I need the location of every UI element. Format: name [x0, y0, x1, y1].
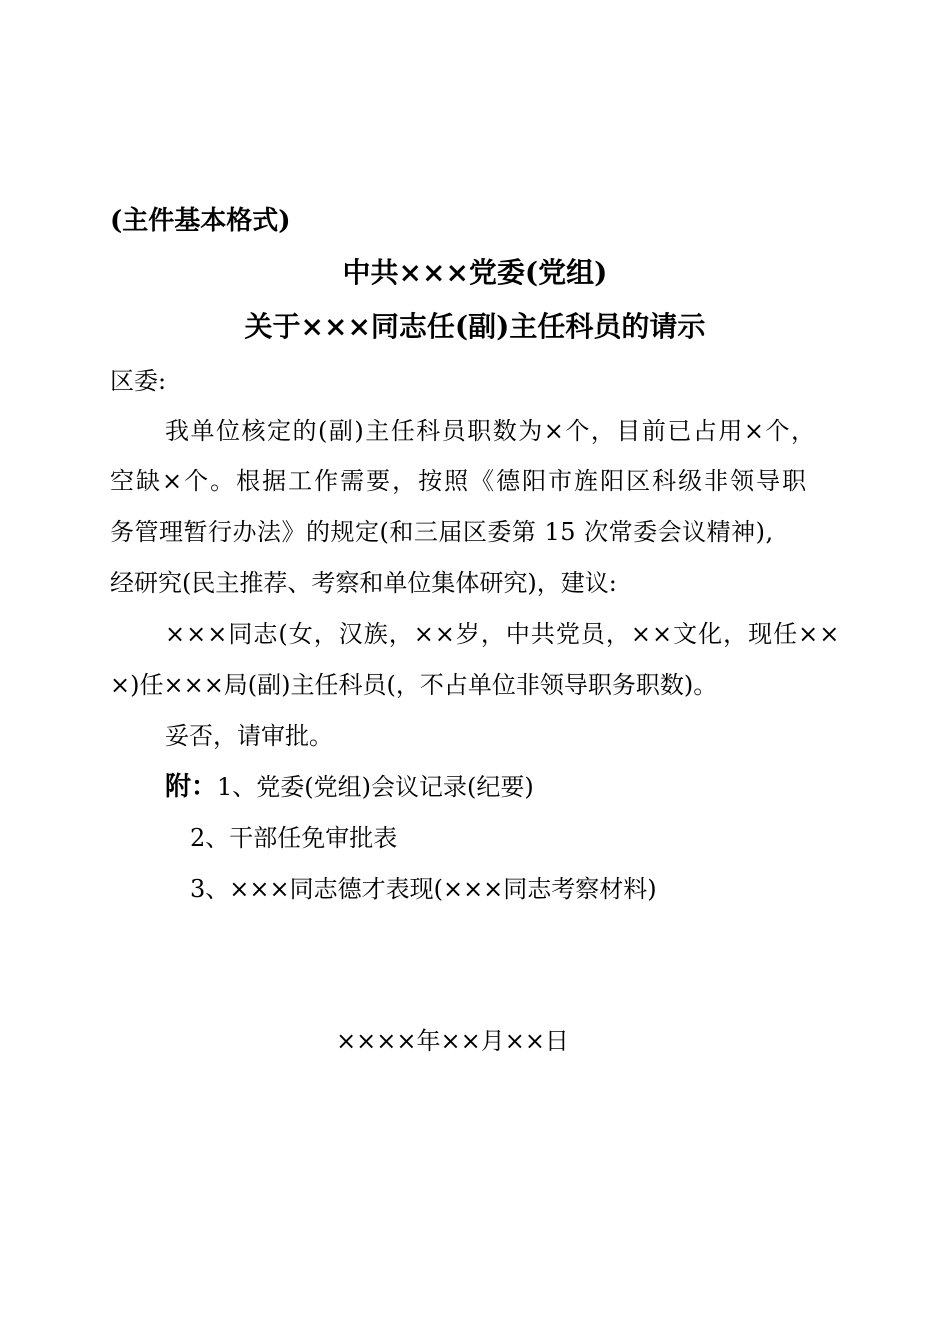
body-line-5: ×××同志(女，汉族，××岁，中共党员，××文化，现任××: [165, 620, 841, 648]
document-title-line-2: 关于×××同志任(副)主任科员的请示: [244, 310, 706, 343]
body-line-6: ×)任×××局(副)主任科员(，不占单位非领导职务职数)。: [110, 671, 718, 699]
attachment-item-3: 3、×××同志德才表现(×××同志考察材料): [190, 875, 657, 903]
attachment-item-1: [165, 772, 534, 802]
closing-request: 妥否，请审批。: [165, 722, 333, 750]
header-note: (主件基本格式): [110, 206, 291, 236]
body-line-3: 务管理暂行办法》的规定(和三届区委第 15 次常委会议精神),: [110, 518, 774, 546]
addressee: 区委:: [110, 367, 167, 395]
attachment-text-1: 1、党委(党组)会议记录(纪要): [217, 773, 534, 801]
body-line-4: 经研究(民主推荐、考察和单位集体研究)，建议:: [110, 569, 617, 597]
body-line-2: 空缺×个。根据工作需要，按照《德阳市旌阳区科级非领导职: [110, 467, 809, 495]
attachment-item-2: 2、干部任免审批表: [190, 824, 398, 852]
attachments-label: 附：: [165, 772, 218, 802]
document-title-line-1: 中共×××党委(党组): [342, 256, 608, 289]
document-date: ××××年××月××日: [336, 1027, 569, 1055]
body-line-1: 我单位核定的(副)主任科员职数为×个，目前已占用×个，: [165, 417, 817, 445]
